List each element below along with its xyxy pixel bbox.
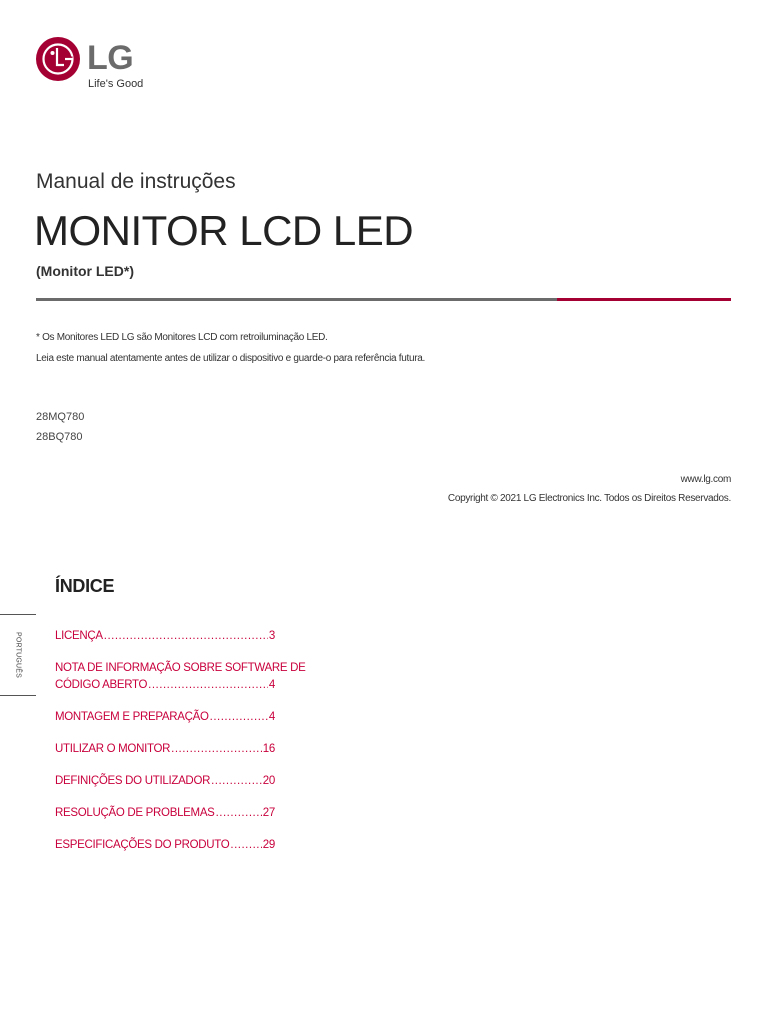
toc-page: 16 bbox=[262, 743, 275, 755]
divider-red-segment bbox=[557, 298, 731, 301]
toc-item-utilizar[interactable] bbox=[55, 741, 275, 758]
toc-item-resolucao[interactable] bbox=[55, 805, 275, 822]
toc-label: MONTAGEM E PREPARAÇÃO bbox=[55, 711, 209, 723]
manual-subtitle: Manual de instruções bbox=[36, 170, 236, 193]
model-number: 28BQ780 bbox=[36, 431, 83, 443]
lg-face-logo-icon bbox=[36, 37, 80, 81]
read-manual-note: Leia este manual atentamente antes de utilizar o dispositivo e guarde-o para referência futura. bbox=[36, 353, 425, 364]
toc-item-licenca[interactable] bbox=[55, 628, 275, 645]
toc-label: ESPECIFICAÇÕES DO PRODUTO bbox=[55, 839, 230, 851]
index-heading: ÍNDICE bbox=[55, 576, 115, 596]
logo-slogan: Life's Good bbox=[88, 78, 144, 90]
toc-item-open-source[interactable] bbox=[55, 660, 306, 694]
toc-label: UTILIZAR O MONITOR bbox=[55, 743, 171, 755]
toc-label: LICENÇA bbox=[55, 630, 103, 642]
copyright-text: Copyright © 2021 LG Electronics Inc. Todos os Direitos Reservados. bbox=[447, 493, 731, 504]
header-divider bbox=[36, 298, 731, 301]
language-label: PORTUGUÊS bbox=[14, 631, 22, 679]
model-number: 28MQ780 bbox=[36, 411, 85, 423]
language-side-tab bbox=[0, 614, 36, 696]
toc-page: 29 bbox=[262, 839, 275, 851]
toc-page: 3 bbox=[268, 630, 275, 642]
table-of-contents bbox=[55, 628, 306, 854]
lg-logo bbox=[36, 37, 156, 93]
page-title: MONITOR LCD LED bbox=[34, 207, 414, 254]
toc-item-especificacoes[interactable] bbox=[55, 837, 275, 854]
divider-gray-segment bbox=[36, 298, 557, 301]
toc-item-definicoes[interactable] bbox=[55, 773, 275, 790]
toc-label: RESOLUÇÃO DE PROBLEMAS bbox=[55, 807, 215, 819]
toc-page: 27 bbox=[262, 807, 275, 819]
toc-label: CÓDIGO ABERTO bbox=[55, 679, 148, 691]
toc-label: DEFINIÇÕES DO UTILIZADOR bbox=[55, 775, 211, 787]
toc-page: 4 bbox=[268, 679, 275, 691]
led-footnote: * Os Monitores LED LG são Monitores LCD com retroiluminação LED. bbox=[36, 332, 328, 343]
website-link[interactable]: www.lg.com bbox=[680, 474, 731, 485]
toc-item-montagem[interactable] bbox=[55, 709, 275, 726]
title-parenthetical: (Monitor LED*) bbox=[36, 263, 134, 279]
toc-label-line1: NOTA DE INFORMAÇÃO SOBRE SOFTWARE DE bbox=[55, 662, 306, 674]
logo-wordmark: LG bbox=[87, 39, 134, 77]
toc-page: 20 bbox=[262, 775, 275, 787]
toc-page: 4 bbox=[268, 711, 275, 723]
